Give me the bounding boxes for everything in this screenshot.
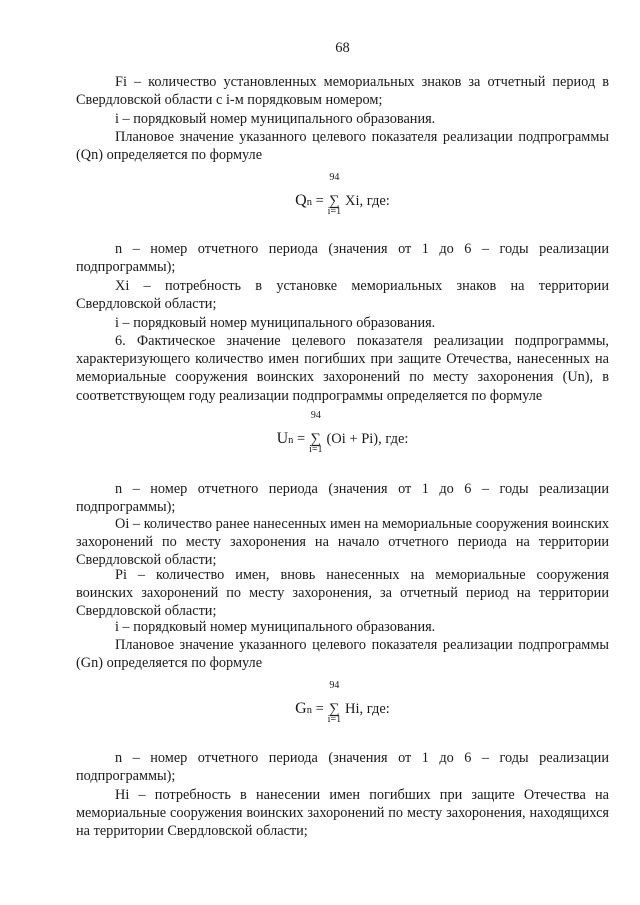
sum-symbol [327, 172, 342, 218]
formula-equals: = [311, 193, 328, 209]
formula-lhs-subscript: n [306, 197, 312, 208]
paragraph-xi-definition: Xi – потребность в установке мемориальных знаков на территории Свердловской области; [76, 278, 609, 313]
formula-qn [76, 172, 609, 222]
sum-upper-limit: 94 [329, 172, 340, 184]
paragraph-qn-intro: Плановое значение указанного целевого показателя реализации подпрограммы (Qn) определяется по формуле [76, 129, 609, 164]
paragraph-n-definition-2: n – номер отчетного периода (значения от 1 до 6 – годы реализации подпрограммы); [76, 481, 609, 516]
paragraph-hi-definition: Hi – потребность в нанесении имен погибших при защите Отечества на мемориальные сооружения воинских захоронений по месту захоронения, находящихся на территории Свердловской области; [76, 787, 609, 840]
formula-rhs: (Oi + Pi), где: [322, 431, 409, 447]
paragraph-oi-definition: Oi – количество ранее нанесенных имен на мемориальные сооружения воинских захоронений по месту захоронения на начало отчетного периода на территории Свердловской области; [76, 516, 609, 569]
sum-sign: ∑ [329, 193, 340, 210]
formula-lhs-subscript: n [306, 705, 312, 716]
formula-rhs: Xi, где: [341, 193, 390, 209]
sum-lower-limit: i=1 [327, 714, 342, 726]
page-number: 68 [335, 40, 350, 56]
formula-rhs: Hi, где: [341, 701, 390, 717]
sum-symbol [327, 680, 342, 726]
paragraph-i-definition: i – порядковый номер муниципального образования. [115, 111, 436, 127]
formula-lhs-subscript: n [288, 435, 294, 446]
formula-lhs: U [276, 430, 289, 447]
sum-upper-limit: 94 [329, 680, 340, 692]
paragraph-item-6: 6. Фактическое значение целевого показателя реализации подпрограммы, характеризующего количество имен погибших при защите Отечества, нанесенных на мемориальные сооружения воинских захоронений по месту захоронения (Un), в соответствующем году реализации подпрограммы определяется по формуле [76, 333, 609, 404]
sum-upper-limit: 94 [310, 410, 321, 422]
formula-equals: = [311, 701, 328, 717]
formula-gn [76, 680, 609, 730]
paragraph-n-definition-3: n – номер отчетного периода (значения от 1 до 6 – годы реализации подпрограммы); [76, 750, 609, 785]
formula-un [76, 410, 609, 460]
sum-sign: ∑ [329, 701, 340, 718]
paragraph-i-definition-3: i – порядковый номер муниципального образования. [115, 619, 436, 635]
formula-lhs: Q [295, 192, 307, 209]
paragraph-n-definition: n – номер отчетного периода (значения от 1 до 6 – годы реализации подпрограммы); [76, 241, 609, 276]
sum-lower-limit: i=1 [327, 206, 342, 218]
paragraph-pi-definition: Pi – количество имен, вновь нанесенных на мемориальные сооружения воинских захоронений по месту захоронения, за отчетный период на территории Свердловской области; [76, 567, 609, 620]
sum-lower-limit: i=1 [309, 444, 323, 456]
paragraph-i-definition-2: i – порядковый номер муниципального образования. [115, 315, 436, 331]
paragraph-fi-definition: Fi – количество установленных мемориальных знаков за отчетный период в Свердловской области с i-м порядковым номером; [76, 74, 609, 109]
sum-sign: ∑ [310, 431, 321, 448]
paragraph-gn-intro: Плановое значение указанного целевого показателя реализации подпрограммы (Gn) определяется по формуле [76, 637, 609, 672]
sum-symbol [309, 410, 323, 456]
formula-lhs: G [295, 700, 307, 717]
formula-equals: = [293, 431, 309, 447]
